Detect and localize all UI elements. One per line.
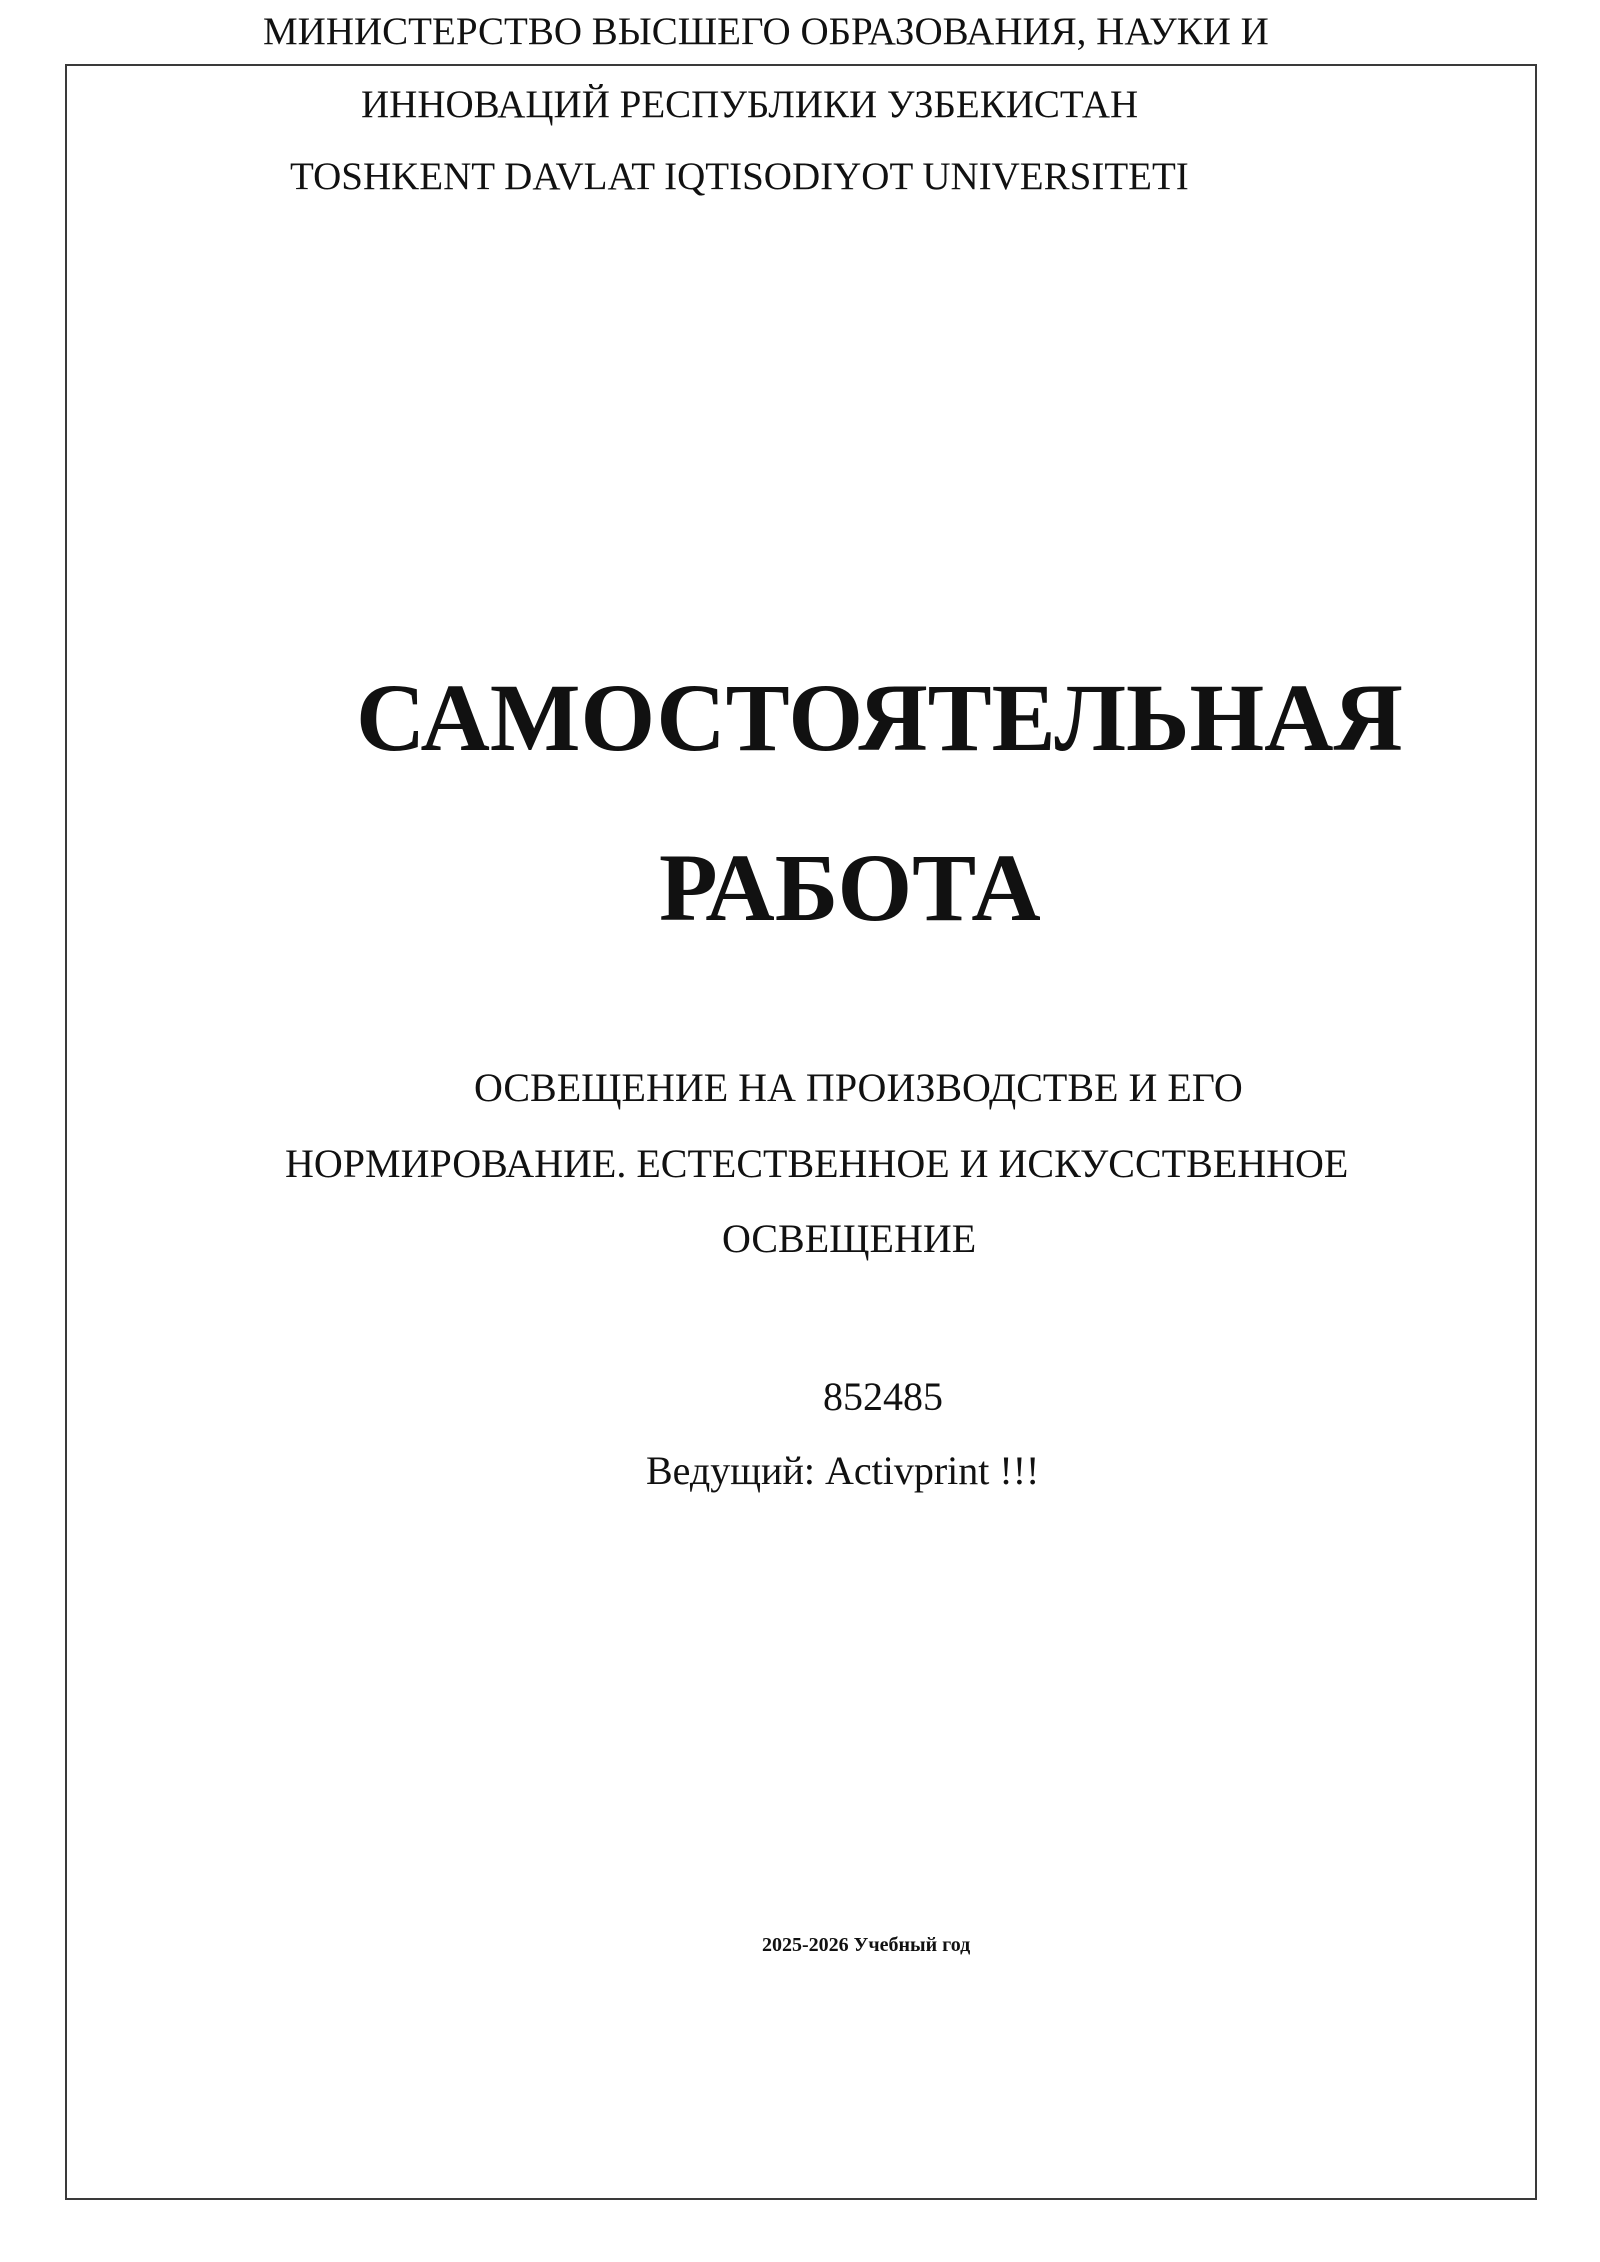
document-code: 852485 [823,1374,943,1419]
ministry-line-1: МИНИСТЕРСТВО ВЫСШЕГО ОБРАЗОВАНИЯ, НАУКИ И [263,10,1269,53]
topic-line-2: НОРМИРОВАНИЕ. ЕСТЕСТВЕННОЕ И ИСКУССТВЕННОЕ [285,1141,1349,1186]
document-title-line-1: САМОСТОЯТЕЛЬНАЯ [356,664,1403,771]
page-border [65,64,1537,2200]
ministry-line-2: ИННОВАЦИЙ РЕСПУБЛИКИ УЗБЕКИСТАН [361,83,1139,126]
topic-line-3: ОСВЕЩЕНИЕ [722,1216,977,1261]
academic-year: 2025-2026 Учебный год [762,1934,971,1956]
supervisor-line: Ведущий: Activprint !!! [646,1448,1040,1493]
document-title-line-2: РАБОТА [659,834,1041,941]
topic-line-1: ОСВЕЩЕНИЕ НА ПРОИЗВОДСТВЕ И ЕГО [474,1065,1243,1110]
university-name: TOSHKENT DAVLAT IQTISODIYOT UNIVERSITETI [290,155,1189,198]
